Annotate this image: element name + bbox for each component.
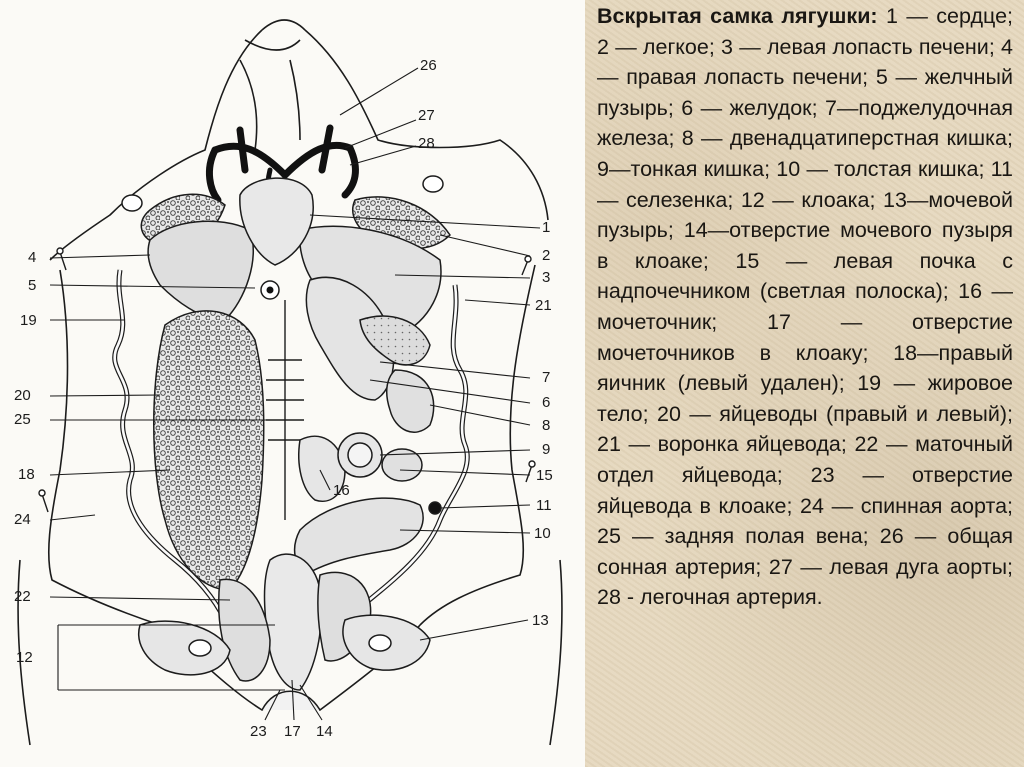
label-20: 20 <box>14 387 31 404</box>
spine <box>266 300 304 520</box>
label-16: 16 <box>333 482 350 499</box>
label-18: 18 <box>18 466 35 483</box>
label-24: 24 <box>14 511 31 528</box>
label-23: 23 <box>250 723 267 740</box>
label-22: 22 <box>14 588 31 605</box>
vent <box>262 691 320 710</box>
label-7: 7 <box>542 369 551 386</box>
label-10: 10 <box>534 525 551 542</box>
label-19: 19 <box>20 312 37 329</box>
cloaca <box>265 554 322 690</box>
label-15: 15 <box>536 467 553 484</box>
label-21: 21 <box>535 297 552 314</box>
label-3: 3 <box>542 269 551 286</box>
label-26: 26 <box>420 57 437 74</box>
label-6: 6 <box>542 394 551 411</box>
label-12: 12 <box>16 649 33 666</box>
label-4: 4 <box>28 249 37 266</box>
caption-title: Вскрытая самка лягушки: <box>597 4 878 28</box>
label-5: 5 <box>28 277 37 294</box>
label-11: 11 <box>536 497 552 514</box>
label-8: 8 <box>542 417 551 434</box>
label-17: 17 <box>284 723 301 740</box>
duodenum <box>387 370 434 432</box>
label-27: 27 <box>418 107 435 124</box>
ovary <box>154 311 264 590</box>
large-intestine <box>295 498 424 575</box>
spleen <box>429 502 441 514</box>
label-28: 28 <box>418 135 435 152</box>
label-14: 14 <box>316 723 333 740</box>
caption-panel <box>585 0 1024 767</box>
label-1: 1 <box>542 219 551 236</box>
caption-text <box>597 1 1013 613</box>
label-13: 13 <box>532 612 549 629</box>
small-intestine <box>338 433 422 481</box>
liver-right-lobe <box>148 221 253 320</box>
label-25: 25 <box>14 411 31 428</box>
label-2: 2 <box>542 247 551 264</box>
caption-body: 1 — сердце; 2 — легкое; 3 — левая лопасть печени; 4 — правая лопасть печени; 5 — желчный пузырь; 6 — желудок; 7—поджелудочная железа; 8 — двенадцатиперстная кишка; 9—тонкая кишка; 10 — толстая кишка; 11 — селезенка; 12 — клоака; 13—мочевой пузырь; 14—отверстие мочевого пузыря в клоаке; 15 — левая почка с надпочечником (светлая полоска); 16 — мочеточник; 17 — отверстие мочеточников в клоаку; 18—правый яичник (левый удален); 19 — жировое тело; 20 — яйцеводы (правый и левый); 21 — воронка яйцевода; 22 — маточный отдел яйцевода; 23 — отверстие яйцевода в клоаке; 24 — спинная аорта; 25 — задняя полая вена; 26 — общая сонная артерия; 27 — левая дуга аорты; 28 - легочная артерия. <box>597 4 1013 610</box>
uterine-part-right <box>219 579 270 681</box>
label-9: 9 <box>542 441 551 458</box>
bladder-right <box>139 621 230 675</box>
